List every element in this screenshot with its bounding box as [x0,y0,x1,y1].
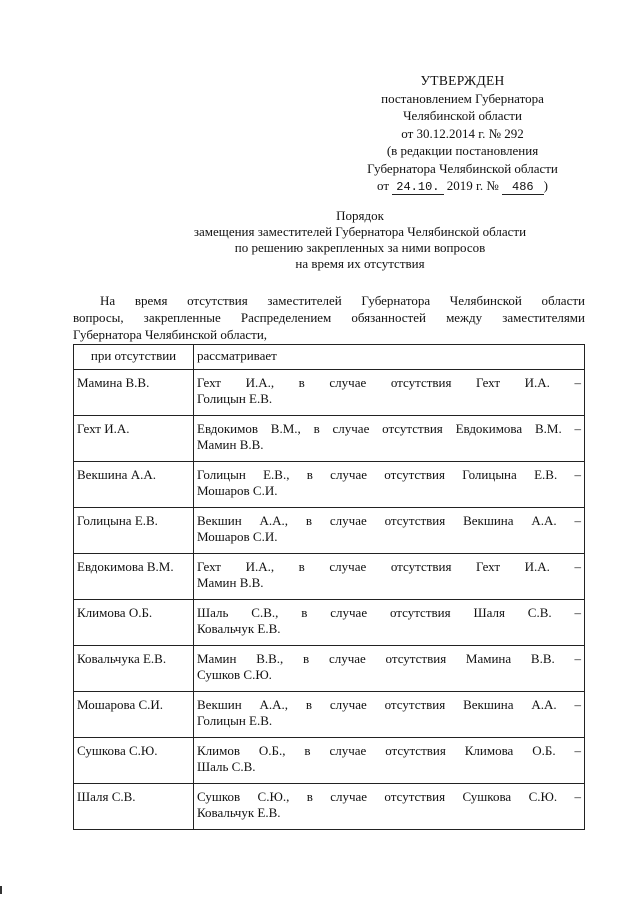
table-row [74,692,585,738]
absent-cell: Голицына Е.В. [74,508,194,554]
heading-line: на время их отсутствия [295,256,425,271]
approval-title: УТВЕРЖДЕН [420,73,505,88]
substitute-cell [194,692,585,738]
scan-edge-mark [0,886,2,894]
substitute-line: Ковальчук Е.В. [197,805,281,820]
substitute-cell [194,416,585,462]
substitute-line: Голицын Е.В. [197,713,273,728]
substitute-line: Климов О.Б., в случае отсутствия Климова О.Б. – [197,743,581,758]
table-row [74,738,585,784]
substitute-line: Мамин В.В. [197,437,264,452]
substitute-line: Шаль С.В., в случае отсутствия Шаля С.В. – [197,605,581,620]
substitute-line: Мошаров С.И. [197,529,278,544]
document-heading [100,208,620,272]
substitute-cell [194,738,585,784]
table-row [74,600,585,646]
intro-line: вопросы, закрепленные Распределением обязанностей между заместителями [73,310,585,325]
substitute-cell [194,600,585,646]
intro-line: Губернатора Челябинской области, [73,327,268,342]
table-row [74,784,585,830]
revision-date: 24.10. [392,180,443,195]
substitute-line: Векшин А.А., в случае отсутствия Векшина А.А. – [197,513,581,528]
table-header-row [74,345,585,370]
intro-line: На время отсутствия заместителей Губернатора Челябинской области [100,293,585,308]
year-label: 2019 г. № [446,178,499,193]
substitution-table [73,344,585,830]
table-row [74,554,585,600]
substitute-line: Шаль С.В. [197,759,256,774]
absent-cell: Сушкова С.Ю. [74,738,194,784]
substitute-line: Мамин В.В., в случае отсутствия Мамина В.В. – [197,651,581,666]
substitute-line: Мамин В.В. [197,575,264,590]
table-row [74,370,585,416]
substitute-cell [194,370,585,416]
approval-line: (в редакции постановления [386,143,539,158]
substitute-cell [194,554,585,600]
table-row [74,508,585,554]
header-substitute: рассматривает [194,345,585,370]
substitute-line: Евдокимов В.М., в случае отсутствия Евдокимова В.М. – [197,421,581,436]
heading-line: замещения заместителей Губернатора Челябинской области [193,224,527,239]
approval-stamp [330,72,595,197]
absent-cell: Мошарова С.И. [74,692,194,738]
table-row [74,646,585,692]
close-paren: ) [543,178,548,193]
substitute-line: Мошаров С.И. [197,483,278,498]
substitute-line: Сушков С.Ю., в случае отсутствия Сушкова С.Ю. – [197,789,581,804]
table-row [74,416,585,462]
header-absent: при отсутствии [74,345,194,370]
substitute-line: Векшин А.А., в случае отсутствия Векшина А.А. – [197,697,581,712]
revision-number: 486 [502,180,544,195]
absent-cell: Ковальчука Е.В. [74,646,194,692]
substitute-line: Ковальчук Е.В. [197,621,281,636]
absent-cell: Климова О.Б. [74,600,194,646]
absent-cell: Гехт И.А. [74,416,194,462]
approval-line: постановлением Губернатора [381,90,544,106]
absent-cell: Евдокимова В.М. [74,554,194,600]
from-label: от [377,178,390,193]
substitute-cell [194,646,585,692]
heading-title: Порядок [336,208,384,223]
heading-line: по решению закрепленных за ними вопросов [234,240,486,255]
absent-cell: Шаля С.В. [74,784,194,830]
substitute-cell [194,784,585,830]
approval-line: Губернатора Челябинской области [367,160,558,176]
substitute-cell [194,508,585,554]
substitute-cell [194,462,585,508]
approval-line: Челябинской области [403,108,522,123]
absent-cell: Векшина А.А. [74,462,194,508]
substitute-line: Голицын Е.В. [197,391,273,406]
absent-cell: Мамина В.В. [74,370,194,416]
table-row [74,462,585,508]
approval-line: от 30.12.2014 г. № 292 [401,125,524,141]
substitute-line: Гехт И.А., в случае отсутствия Гехт И.А. – [197,559,581,574]
substitute-line: Гехт И.А., в случае отсутствия Гехт И.А. – [197,375,581,390]
approval-revision-line [330,177,595,197]
substitute-line: Голицын Е.В., в случае отсутствия Голицына Е.В. – [197,467,581,482]
intro-paragraph [73,292,585,343]
substitute-line: Сушков С.Ю. [197,667,272,682]
